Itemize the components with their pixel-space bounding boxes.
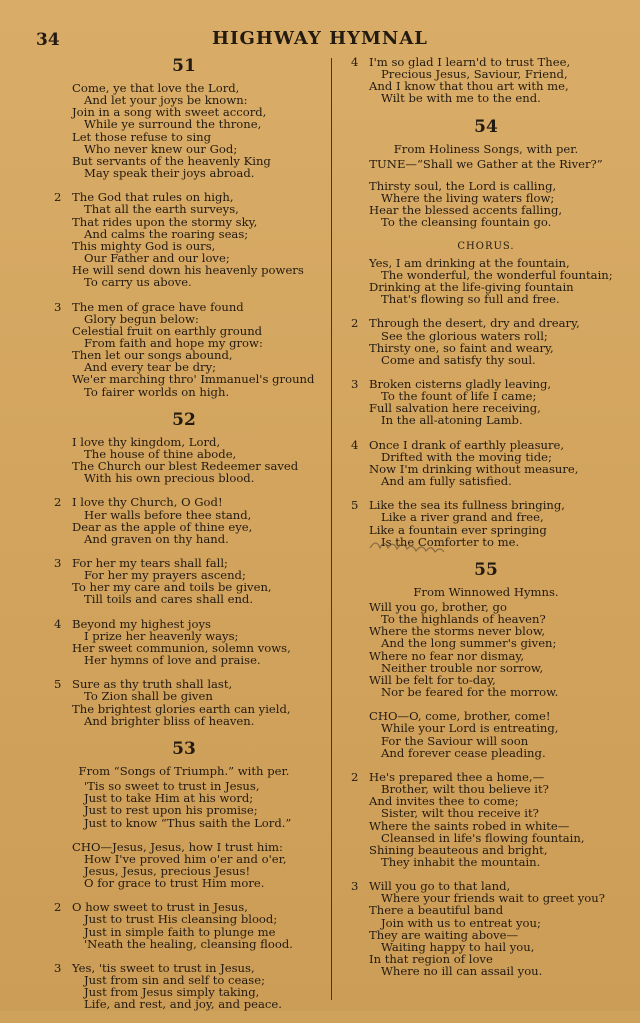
verse-number: 4 (351, 437, 359, 452)
hymn-line-text: Is the Comforter to me. (381, 534, 520, 549)
hymn-line-text: Wilt be with me to the end. (381, 91, 541, 106)
verse-number: 3 (351, 376, 359, 391)
hymn-line (337, 686, 635, 698)
hymn-line-text: And graven on thy hand. (84, 531, 229, 546)
hymn-line-text: They inhabit the mountain. (381, 854, 541, 869)
hymn-line-text: I love thy Church, O God! (72, 495, 223, 510)
hymn-line-text: And every tear be dry; (84, 360, 217, 375)
hymn-line-text: May speak their joys abroad. (84, 166, 255, 181)
hymn-line-text: There a beautiful band (369, 903, 504, 918)
hymn-line (40, 386, 328, 398)
hymn-number: 55 (474, 559, 498, 580)
hymn-line-text: Where the saints robed in white— (369, 818, 570, 833)
hymn-line-text: To her my care and toils be given, (72, 580, 272, 595)
hymn-line (40, 654, 328, 666)
hymn-line-text: I prize her heavenly ways; (84, 628, 239, 643)
stanza (337, 771, 635, 868)
stanza (40, 962, 328, 1011)
stanza (337, 317, 635, 366)
hymn-line-text: That all the earth surveys, (84, 202, 239, 217)
stanza (40, 557, 328, 606)
hymn-line (337, 475, 635, 487)
hymn-line-text: Brother, wilt thou believe it? (381, 782, 549, 797)
hymn-line-text: The house of thine abode, (84, 446, 237, 461)
hymn-line-text: Shining beauteous and bright, (369, 842, 548, 857)
hymn-line-text: Life, and rest, and joy, and peace. (84, 997, 282, 1012)
hymn-line-text: I love thy kingdom, Lord, (72, 434, 221, 449)
stanza (40, 678, 328, 727)
hymn-line-text: Cleansed in life's flowing fountain, (381, 830, 585, 845)
hymn-line-text: Where no fear nor dismay, (369, 648, 525, 663)
hymn-line-text: Thirsty soul, the Lord is calling, (369, 178, 557, 193)
hymn-line (40, 276, 328, 288)
stanza (337, 378, 635, 427)
stanza (40, 301, 328, 398)
hymn-line-text: How I've proved him o'er and o'er, (84, 851, 287, 866)
hymn-line (40, 167, 328, 179)
hymn-line-text: Like a river grand and free, (381, 510, 544, 525)
stanza (337, 180, 635, 229)
hymn-line-text: But servants of the heavenly King (72, 153, 271, 168)
handwritten-scribble (368, 534, 458, 556)
chorus (40, 841, 328, 890)
verse-number: 5 (351, 498, 359, 513)
hymn-line (40, 533, 328, 545)
verse-number: 4 (54, 616, 62, 631)
hymn-line-text: That rides upon the stormy sky, (72, 214, 258, 229)
hymn-line-text: Just in simple faith to plunge me (84, 924, 276, 939)
hymn-line-text: We'er marching thro' Immanuel's ground (72, 372, 315, 387)
hymn-line-text: To the fount of life I came; (381, 389, 537, 404)
hymn-line-text: Sister, wilt thou receive it? (381, 806, 539, 821)
chorus (337, 710, 635, 759)
stanza (40, 618, 328, 667)
hymn-line-text: Just to rest upon his promise; (84, 803, 258, 818)
hymn-line-text: For the Saviour will soon (381, 733, 529, 748)
hymn-line-text: And forever cease pleading. (381, 745, 546, 760)
hymn-line-text: Till toils and cares shall end. (84, 592, 254, 607)
stanza (337, 56, 635, 105)
verse-number: 3 (351, 879, 359, 894)
hymn-line-text: This mighty God is ours, (72, 238, 216, 253)
hymn-line-text: Will you go, brother, go (369, 600, 507, 614)
hymn-line-text: Like a fountain ever springing (369, 522, 547, 537)
hymn-line-text: 'Neath the healing, cleansing flood. (84, 936, 293, 951)
page-title: HIGHWAY HYMNAL (212, 28, 428, 49)
hymn-line-text: Our Father and our love; (84, 251, 230, 266)
verse-number: 3 (54, 556, 62, 570)
hymn-line-text: Come, ye that love the Lord, (72, 81, 240, 95)
page-number: 34 (36, 30, 60, 50)
stanza (337, 439, 635, 488)
hymn-line (40, 715, 328, 727)
hymn-line-text: Thirsty one, so faint and weary, (369, 340, 554, 355)
hymn-line (337, 414, 635, 426)
right-column (337, 56, 635, 989)
column-divider (331, 58, 332, 1000)
hymn-line-text: While ye surround the throne, (84, 117, 262, 132)
hymn-line (337, 354, 635, 366)
verse-number: 2 (351, 769, 359, 784)
hymn-line-text: I'm so glad I learn'd to trust Thee, (369, 55, 571, 69)
stanza (40, 436, 328, 485)
hymn-line-text: Like the sea its fullness bringing, (369, 498, 565, 513)
hymn-line (337, 747, 635, 759)
hymn-number: 53 (172, 738, 196, 759)
hymn-line (40, 817, 328, 829)
hymn-line-text: Waiting happy to hail you, (381, 939, 535, 954)
hymn-line-text: Drinking at the life-giving fountain (369, 280, 574, 295)
hymn-line-text: To carry us above. (84, 275, 192, 290)
hymn-line-text: To fairer worlds on high. (84, 384, 230, 399)
stanza (40, 780, 328, 829)
hymn-line-text: Precious Jesus, Saviour, Friend, (381, 67, 568, 82)
hymn-line-text: Just from sin and self to cease; (84, 973, 265, 988)
hymn-number: 52 (172, 409, 196, 430)
hymn-line-text: The God that rules on high, (72, 190, 234, 205)
hymn-line-text: Where the storms never blow, (369, 624, 546, 639)
hymn-line-text: To the highlands of heaven? (381, 612, 546, 627)
hymn-line-text: Jesus, Jesus, precious Jesus! (84, 863, 251, 878)
hymn-line-text: Her walls before thee stand, (84, 507, 252, 522)
hymn-line-text: The men of grace have found (72, 299, 244, 314)
hymn-line (40, 472, 328, 484)
hymn-line-text: While your Lord is entreating, (381, 721, 559, 736)
stanza (337, 601, 635, 698)
hymn-line-text: Then let our songs abound, (72, 348, 233, 363)
hymn-line-text: For her my tears shall fall; (72, 556, 228, 570)
hymn-line (337, 965, 635, 977)
hymn-line (40, 593, 328, 605)
verse-number: 4 (351, 55, 359, 69)
hymn-line-text: CHO—O, come, brother, come! (369, 709, 551, 724)
hymn-line-text: The Church our blest Redeemer saved (72, 459, 299, 474)
hymn-line-text: Her sweet communion, solemn vows, (72, 640, 291, 655)
hymn-line-text: And calms the roaring seas; (84, 226, 249, 241)
hymn-line-text: Through the desert, dry and dreary, (369, 316, 580, 331)
verse-number: 2 (54, 900, 62, 915)
hymn-source: From “Songs of Triumph.” with per. (78, 763, 290, 778)
hymn-number: 54 (474, 116, 498, 137)
hymn-line-text: In the all-atoning Lamb. (381, 413, 523, 428)
hymn-line-text: And invites thee to come; (369, 794, 519, 809)
hymn-line-text: Sure as thy truth shall last, (72, 677, 233, 692)
hymn-line-text: Join with us to entreat you; (381, 915, 541, 930)
verse-number: 3 (54, 960, 62, 975)
hymn-line-text: See the glorious waters roll; (381, 328, 548, 343)
hymn-line-text: Now I'm drinking without measure, (369, 461, 579, 476)
hymn-line-text: Drifted with the moving tide; (381, 449, 552, 464)
hymn-line-text: They are waiting above— (369, 927, 519, 942)
hymn-line-text: The brightest glories earth can yield, (72, 701, 291, 716)
hymn-line-text: And let your joys be known: (84, 93, 248, 108)
hymn-line-text: Full salvation here receiving, (369, 401, 541, 416)
hymn-line-text: He will send down his heavenly powers (72, 263, 304, 278)
hymn-source: From Holiness Songs, with per. (393, 141, 579, 156)
hymn-line (40, 877, 328, 889)
hymn-line-text: O how sweet to trust in Jesus, (72, 900, 248, 915)
hymn-line-text: Yes, I am drinking at the fountain, (369, 255, 570, 270)
hymn-line-text: Broken cisterns gladly leaving, (369, 376, 552, 391)
chorus-label: CHORUS. (457, 240, 515, 252)
hymn-line-text: To Zion shall be given (84, 689, 213, 704)
hymn-line-text: Hear the blessed accents falling, (369, 203, 563, 218)
hymn-source: From Winnowed Hymns. (413, 584, 559, 599)
hymn-line-text: For her my prayers ascend; (84, 568, 246, 583)
hymn-line-text: And the long summer's given; (381, 636, 557, 651)
hymn-line-text: Neither trouble nor sorrow, (381, 660, 544, 675)
hymn-line-text: Her hymns of love and praise. (84, 653, 261, 668)
hymn-line-text: Just to know “Thus saith the Lord.” (84, 815, 292, 830)
verse-number: 2 (54, 495, 62, 510)
left-column (40, 56, 328, 1023)
hymn-line-text: Once I drank of earthly pleasure, (369, 437, 565, 452)
stanza (40, 901, 328, 950)
stanza (337, 880, 635, 977)
hymn-tune: TUNE—“Shall we Gather at the River?” (369, 156, 603, 171)
hymn-line (337, 293, 635, 305)
stanza (40, 82, 328, 179)
hymn-line-text: Who never knew our God; (84, 141, 238, 156)
hymn-line-text: He's prepared thee a home,— (369, 769, 545, 784)
hymn-line (40, 998, 328, 1010)
hymn-line-text: And am fully satisfied. (381, 474, 512, 489)
verse-number: 3 (54, 299, 62, 314)
hymn-line-text: CHO—Jesus, Jesus, how I trust him: (72, 839, 283, 854)
hymn-line (337, 856, 635, 868)
hymn-line-text: From faith and hope my grow: (84, 335, 263, 350)
hymn-line-text: The wonderful, the wonderful fountain; (381, 267, 613, 282)
stanza (40, 191, 328, 288)
verse-number: 2 (351, 316, 359, 331)
verse-number: 5 (54, 677, 62, 692)
hymn-line-text: 'Tis so sweet to trust in Jesus, (84, 779, 260, 794)
hymn-line-text: Just from Jesus simply taking, (84, 985, 260, 1000)
hymn-line-text: With his own precious blood. (84, 471, 255, 486)
chorus (337, 257, 635, 306)
hymn-line-text: Where your friends wait to greet you? (381, 891, 605, 906)
hymn-line-text: Will you go to that land, (369, 879, 511, 894)
hymn-line-text: Yes, 'tis sweet to trust in Jesus, (72, 960, 255, 975)
hymn-line-text: Join in a song with sweet accord, (72, 105, 267, 120)
hymn-line-text: Where no ill can assail you. (381, 964, 543, 979)
hymn-line-text: O for grace to trust Him more. (84, 876, 265, 891)
hymn-line-text: Just to trust His cleansing blood; (84, 912, 278, 927)
hymn-line (40, 938, 328, 950)
hymn-number: 51 (172, 56, 196, 76)
hymn-line-text: Where the living waters flow; (381, 191, 555, 206)
hymn-line (337, 92, 635, 104)
hymn-line-text: Celestial fruit on earthly ground (72, 323, 263, 338)
hymn-line-text: Come and satisfy thy soul. (381, 352, 536, 367)
stanza (40, 496, 328, 545)
hymn-line-text: To the cleansing fountain go. (381, 215, 552, 230)
hymn-line-text: Let those refuse to sing (72, 129, 212, 144)
hymn-line-text: And brighter bliss of heaven. (84, 713, 255, 728)
hymn-line-text: In that region of love (369, 952, 493, 967)
hymn-line-text: And I know that thou art with me, (369, 79, 569, 94)
hymn-line-text: Nor be feared for the morrow. (381, 685, 559, 700)
hymn-line-text: Will be felt for to-day, (369, 672, 496, 687)
hymn-line-text: Dear as the apple of thine eye, (72, 519, 253, 534)
hymn-line-text: That's flowing so full and free. (381, 292, 560, 307)
hymn-line-text: Glory begun below: (84, 311, 199, 326)
hymn-line-text: Just to take Him at his word; (84, 791, 254, 806)
hymn-line (337, 216, 635, 228)
hymn-line-text: Beyond my highest joys (72, 616, 212, 631)
verse-number: 2 (54, 190, 62, 205)
